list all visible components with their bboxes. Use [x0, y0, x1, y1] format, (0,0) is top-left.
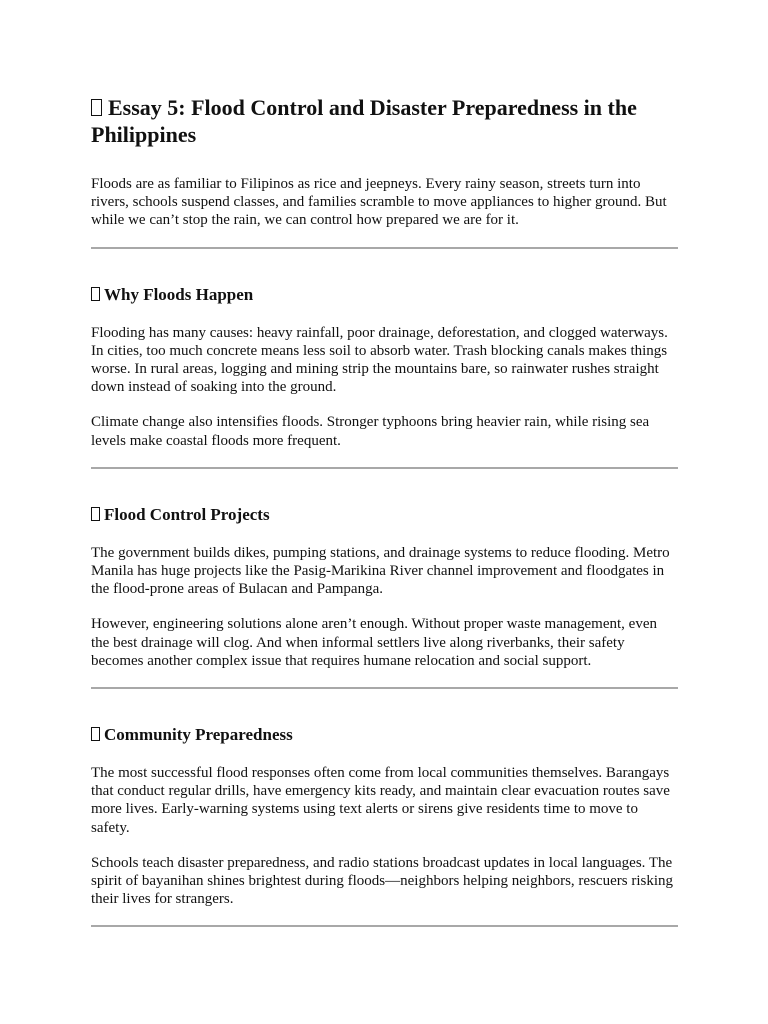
- section-paragraph: Climate change also intensifies floods. Stronger typhoons bring heavier rain, while rising sea levels make coastal floods more frequent.: [91, 414, 650, 449]
- document-page: [91, 94, 678, 963]
- missing-glyph-icon: [91, 99, 102, 116]
- section-heading-flood-control-projects: [91, 505, 678, 525]
- section-divider: [91, 687, 678, 689]
- essay-title: [91, 94, 678, 148]
- section-heading-why-floods-happen: [91, 285, 678, 305]
- section-paragraph: Flooding has many causes: heavy rainfall, poor drainage, deforestation, and clogged waterways. In cities, too much concrete means less soil to absorb water. Trash blocking canals makes things worse. In rural areas, logging and mining strip the mountains bare, so rainwater rushes straight down instead of soaking into the ground.: [91, 324, 668, 396]
- section-paragraph: The most successful flood responses often come from local communities themselves. Barangays that conduct regular drills, have emergency kits ready, and maintain clear evacuation routes save more lives. Early-warning systems using text alerts or sirens give residents time to move to safety.: [91, 765, 670, 836]
- section-paragraph: Schools teach disaster preparedness, and radio stations broadcast updates in local languages. The spirit of bayanihan shines brightest during floods—neighbors helping neighbors, rescuers risking their lives for strangers.: [91, 854, 673, 908]
- section-paragraph: The government builds dikes, pumping stations, and drainage systems to reduce flooding. Metro Manila has huge projects like the Pasig-Marikina River channel improvement and floodgates in the flood-prone areas of Bulacan and Pampanga.: [91, 544, 670, 598]
- intro-paragraph: Floods are as familiar to Filipinos as rice and jeepneys. Every rainy season, streets turn into rivers, schools suspend classes, and families scramble to move appliances to higher ground. But while we can’t stop the rain, we can control how prepared we are for it.: [91, 176, 667, 229]
- section-heading-text: Flood Control Projects: [104, 504, 270, 524]
- section-divider: [91, 467, 678, 469]
- section-heading-text: Why Floods Happen: [104, 284, 254, 304]
- section-divider: [91, 247, 678, 249]
- section-heading-text: Community Preparedness: [104, 725, 293, 745]
- essay-title-text: Essay 5: Flood Control and Disaster Preparedness in the Philippines: [91, 95, 637, 147]
- missing-glyph-icon: [91, 507, 100, 521]
- section-divider: [91, 925, 678, 927]
- section-paragraph: However, engineering solutions alone aren’t enough. Without proper waste management, even the best drainage will clog. And when informal settlers live along riverbanks, their safety becomes another complex issue that requires humane relocation and social support.: [91, 616, 657, 669]
- section-heading-community-preparedness: [91, 725, 678, 745]
- missing-glyph-icon: [91, 727, 100, 741]
- missing-glyph-icon: [91, 287, 100, 301]
